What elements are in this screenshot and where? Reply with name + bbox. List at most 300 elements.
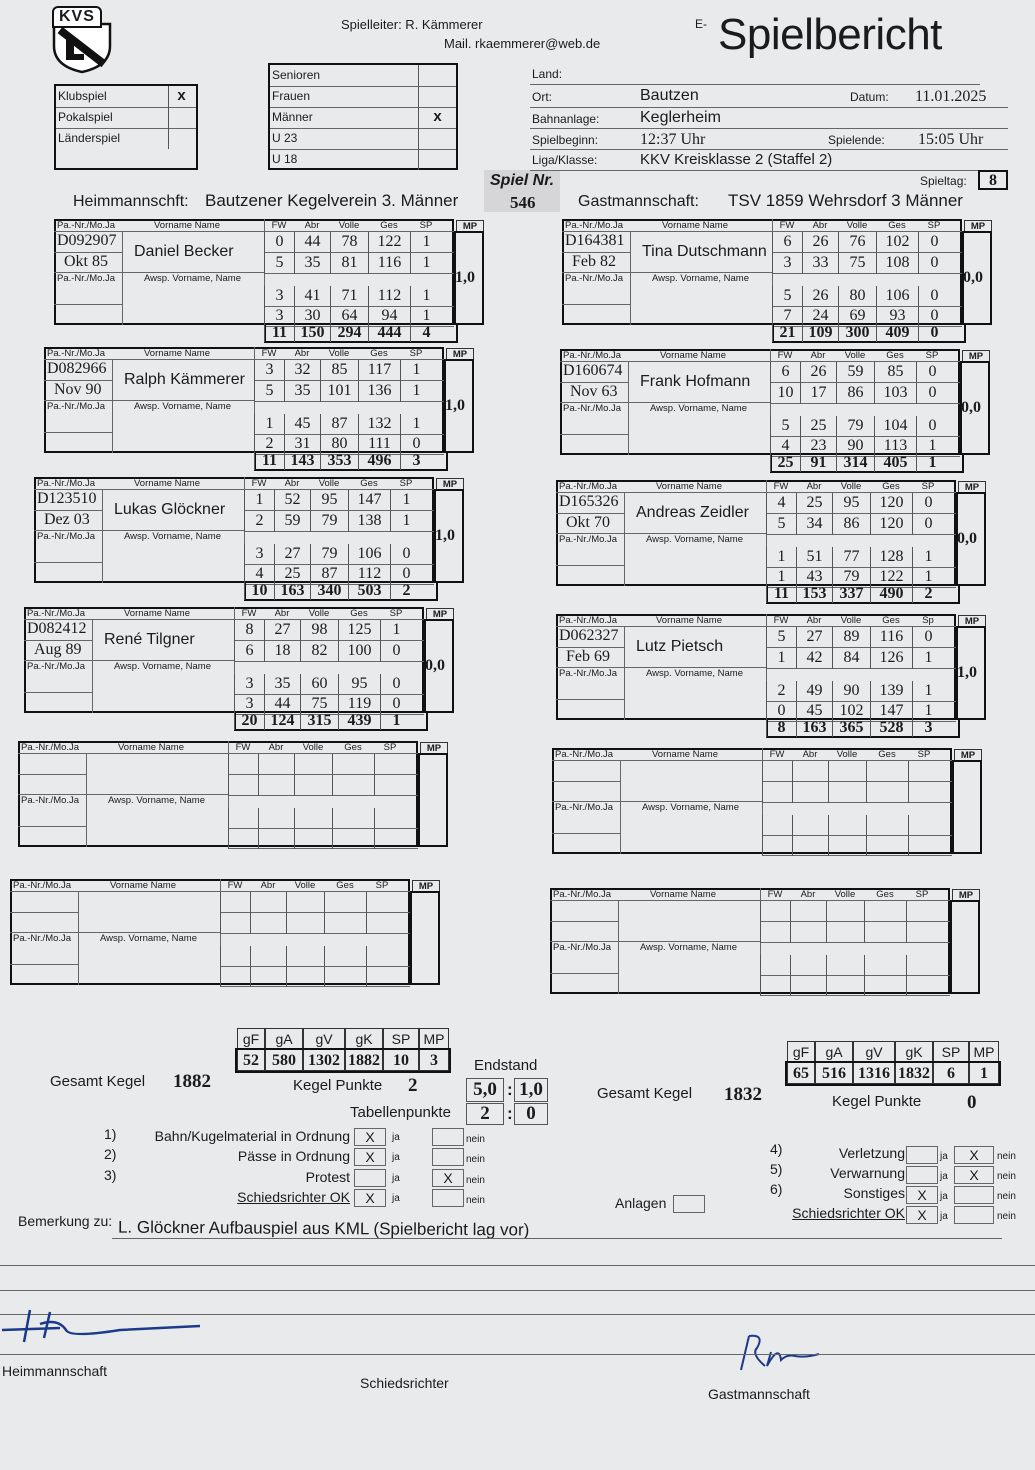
score-cell: 59 bbox=[274, 511, 310, 532]
score-cell bbox=[250, 892, 286, 913]
title-prefix: E- bbox=[695, 17, 707, 31]
logo-text: KVS bbox=[52, 6, 102, 28]
score-cell: 4 bbox=[766, 493, 796, 514]
col-header-sp: SP bbox=[419, 220, 433, 231]
col-header-ges: Ges bbox=[344, 742, 362, 753]
total-cell: 3 bbox=[400, 451, 432, 470]
score-cell: 3 bbox=[264, 306, 294, 327]
awsp-header: Awsp. Vorname, Name bbox=[646, 668, 743, 679]
score-cell: 5 bbox=[264, 253, 294, 274]
score-cell bbox=[250, 913, 286, 934]
category-checkbox[interactable] bbox=[418, 149, 456, 170]
score-cell bbox=[762, 761, 792, 782]
score-cell: 1 bbox=[410, 306, 442, 327]
category-checkbox[interactable] bbox=[418, 65, 456, 86]
mp-header: MP bbox=[412, 880, 440, 893]
guest-player-block bbox=[562, 219, 992, 342]
score-cell bbox=[828, 761, 866, 782]
pa-divider bbox=[102, 489, 103, 583]
check-number: 5) bbox=[770, 1161, 783, 1177]
guest-gesamt-value: 1832 bbox=[724, 1084, 762, 1105]
pa-rule bbox=[10, 912, 78, 913]
score-cell: 87 bbox=[320, 414, 358, 435]
col-header-ges: Ges bbox=[882, 481, 900, 492]
score-cell: 120 bbox=[870, 514, 912, 535]
score-cell bbox=[760, 975, 790, 996]
col-header-abr: Abr bbox=[810, 350, 826, 361]
name-header: Vorname Name bbox=[662, 220, 729, 231]
score-cell: 132 bbox=[358, 414, 400, 435]
score-cell: 1 bbox=[916, 436, 948, 457]
category-checkbox[interactable] bbox=[418, 86, 456, 107]
score-cell: 112 bbox=[348, 564, 390, 585]
pa-header: Pa.-Nr./Mo.Ja bbox=[47, 348, 106, 359]
pa-header-2: Pa.-Nr./Mo.Ja bbox=[47, 401, 106, 412]
home-sum-value: 10 bbox=[383, 1049, 419, 1071]
liga-value: KKV Kreisklasse 2 (Staffel 2) bbox=[640, 151, 833, 168]
check-ja-box[interactable] bbox=[354, 1169, 386, 1187]
tabellen-label: Tabellenpunkte bbox=[350, 1104, 451, 1121]
awsp-header: Awsp. Vorname, Name bbox=[144, 273, 241, 284]
game-type-checkbox[interactable] bbox=[168, 128, 194, 149]
score-cell: 0 bbox=[912, 493, 944, 514]
score-cell bbox=[792, 782, 828, 803]
score-cell: 0 bbox=[380, 694, 412, 715]
score-cell bbox=[258, 775, 294, 796]
score-cell: 1 bbox=[390, 490, 422, 511]
col-header-sp: SP bbox=[375, 880, 389, 891]
score-cell bbox=[906, 975, 938, 996]
check-nein-box[interactable] bbox=[432, 1189, 464, 1207]
score-cell: 89 bbox=[832, 627, 870, 648]
score-cell: 26 bbox=[802, 232, 838, 253]
score-cell: 25 bbox=[796, 493, 832, 514]
total-cell: 25 bbox=[770, 453, 800, 472]
check-nein-box[interactable] bbox=[432, 1128, 464, 1146]
score-cell: 120 bbox=[870, 493, 912, 514]
score-cell bbox=[790, 975, 826, 996]
score-cell: 0 bbox=[916, 383, 948, 404]
col-header-ges: Ges bbox=[886, 350, 904, 361]
check-number: 6) bbox=[770, 1181, 783, 1197]
total-cell: 153 bbox=[796, 584, 832, 603]
player-name: Ralph Kämmerer bbox=[124, 371, 245, 388]
category-label: U 23 bbox=[272, 131, 298, 145]
score-cell bbox=[866, 761, 908, 782]
pa-divider bbox=[620, 760, 621, 854]
check-ja-box[interactable] bbox=[906, 1146, 938, 1164]
beginn-label: Spielbeginn: bbox=[532, 133, 599, 147]
home-punkte-label: Kegel Punkte bbox=[293, 1077, 383, 1094]
col-header-fw: FW bbox=[779, 220, 795, 231]
category-checkbox[interactable] bbox=[418, 128, 456, 149]
check-ja-box[interactable]: X bbox=[906, 1206, 938, 1224]
score-cell: 0 bbox=[390, 544, 422, 565]
nein-label: nein bbox=[466, 1154, 485, 1165]
endstand-label: Endstand bbox=[474, 1057, 538, 1074]
nein-label: nein bbox=[997, 1151, 1016, 1162]
score-cell: 1 bbox=[912, 681, 944, 702]
col-header-volle: Volle bbox=[836, 749, 858, 760]
player-pass-number: D123510 bbox=[37, 490, 97, 507]
player-pass-number: D082412 bbox=[27, 620, 87, 637]
guest-player-block bbox=[560, 349, 990, 472]
score-cell bbox=[286, 966, 324, 987]
score-cell bbox=[228, 808, 258, 829]
name-header: Vorname Name bbox=[118, 742, 185, 753]
check-ja-box[interactable]: X bbox=[354, 1128, 386, 1146]
category-checkbox[interactable]: x bbox=[418, 107, 456, 128]
score-cell bbox=[792, 761, 828, 782]
score-cell: 3 bbox=[244, 544, 274, 565]
awsp-header: Awsp. Vorname, Name bbox=[108, 795, 205, 806]
col-header-ges: Ges bbox=[370, 348, 388, 359]
pa-divider bbox=[624, 492, 625, 586]
check-number: 3) bbox=[104, 1167, 117, 1183]
score-cell bbox=[220, 946, 250, 967]
home-team-name: Bautzener Kegelverein 3. Männer bbox=[205, 191, 459, 210]
total-cell: 337 bbox=[832, 584, 870, 603]
col-header-fw: FW bbox=[271, 220, 287, 231]
total-cell: 4 bbox=[410, 323, 442, 342]
score-cell: 128 bbox=[870, 547, 912, 568]
home-punkte-value: 2 bbox=[408, 1075, 418, 1096]
col-header-sp_guest4: Sp bbox=[922, 615, 934, 626]
score-cell: 86 bbox=[836, 383, 874, 404]
col-header-fw: FW bbox=[769, 749, 785, 760]
mp-box bbox=[952, 760, 982, 854]
category-label: U 18 bbox=[272, 152, 298, 166]
player-pass-number: D092907 bbox=[57, 232, 117, 249]
score-cell: 3 bbox=[264, 286, 294, 307]
pa-header: Pa.-Nr./Mo.Ja bbox=[559, 615, 618, 626]
score-cell: 101 bbox=[320, 381, 358, 402]
mp-header: MP bbox=[964, 220, 992, 233]
score-cell: 17 bbox=[800, 383, 836, 404]
score-cell bbox=[294, 775, 332, 796]
tabellen-guest: 0 bbox=[514, 1103, 548, 1125]
mp-box bbox=[950, 900, 980, 994]
mp-value: 0,0 bbox=[957, 530, 977, 547]
pa-divider bbox=[92, 619, 93, 713]
check-label: Schiedsrichter OK bbox=[237, 1189, 350, 1205]
score-cell: 100 bbox=[338, 641, 380, 662]
total-cell: 91 bbox=[800, 453, 836, 472]
guest-sum-value: 1 bbox=[969, 1062, 999, 1084]
check-ja-box[interactable]: X bbox=[906, 1186, 938, 1204]
score-cell bbox=[792, 835, 828, 856]
col-header-abr: Abr bbox=[806, 615, 822, 626]
score-cell: 85 bbox=[320, 360, 358, 381]
total-cell: 444 bbox=[368, 323, 410, 342]
pa-header: Pa.-Nr./Mo.Ja bbox=[37, 478, 96, 489]
col-header-sp: SP bbox=[409, 348, 423, 359]
guest-sum-frame bbox=[785, 1061, 1001, 1086]
score-cell: 1 bbox=[380, 620, 412, 641]
check-ja-box[interactable]: X bbox=[354, 1189, 386, 1207]
nein-label: nein bbox=[466, 1175, 485, 1186]
check-nein-box[interactable] bbox=[954, 1206, 994, 1224]
bemerkung-label: Bemerkung zu: bbox=[18, 1213, 113, 1229]
score-cell bbox=[792, 815, 828, 836]
ende-label: Spielende: bbox=[828, 133, 885, 147]
check-label: Schiedsrichter OK bbox=[792, 1205, 905, 1221]
score-cell: 116 bbox=[870, 627, 912, 648]
mp-header: MP bbox=[954, 749, 982, 762]
score-cell bbox=[760, 901, 790, 922]
check-ja-box[interactable] bbox=[906, 1166, 938, 1184]
score-cell: 24 bbox=[802, 306, 838, 327]
nein-label: nein bbox=[997, 1191, 1016, 1202]
mp-header: MP bbox=[420, 742, 448, 755]
check-nein-box[interactable]: X bbox=[954, 1146, 994, 1164]
pa-header: Pa.-Nr./Mo.Ja bbox=[27, 608, 86, 619]
awsp-header: Awsp. Vorname, Name bbox=[100, 933, 197, 944]
name-header: Vorname Name bbox=[134, 478, 201, 489]
score-cell: 1 bbox=[400, 414, 432, 435]
bemerkung-text: L. Glöckner Aufbauspiel aus KML (Spielbericht lag vor) bbox=[117, 1217, 530, 1240]
score-cell: 34 bbox=[796, 514, 832, 535]
home-sum-value: 52 bbox=[237, 1049, 265, 1071]
score-cell: 125 bbox=[338, 620, 380, 641]
col-header-volle: Volle bbox=[834, 889, 856, 900]
spielleiter-line: Spielleiter: R. Kämmerer bbox=[341, 17, 483, 32]
total-cell: 0 bbox=[918, 323, 950, 342]
tabellen-home: 2 bbox=[466, 1103, 504, 1125]
player-pass-number: D062327 bbox=[559, 627, 619, 644]
score-cell: 75 bbox=[838, 253, 876, 274]
check-label: Pässe in Ordnung bbox=[237, 1148, 350, 1164]
score-cell bbox=[762, 835, 792, 856]
player-birth-date: Okt 85 bbox=[64, 253, 108, 270]
check-number: 1) bbox=[104, 1126, 117, 1142]
name-header: Vorname Name bbox=[656, 481, 723, 492]
score-cell bbox=[828, 782, 866, 803]
score-cell: 95 bbox=[338, 674, 380, 695]
ort-label: Ort: bbox=[532, 90, 552, 104]
score-cell: 1 bbox=[410, 253, 442, 274]
score-cell: 122 bbox=[870, 567, 912, 588]
score-cell: 0 bbox=[380, 674, 412, 695]
col-header-abr: Abr bbox=[806, 481, 822, 492]
score-cell: 79 bbox=[310, 544, 348, 565]
check-nein-box[interactable]: X bbox=[954, 1166, 994, 1184]
score-cell: 27 bbox=[264, 620, 300, 641]
pa-header: Pa.-Nr./Mo.Ja bbox=[565, 220, 624, 231]
total-cell: 11 bbox=[766, 584, 796, 603]
total-cell: 405 bbox=[874, 453, 916, 472]
mp-value: 1,0 bbox=[435, 527, 455, 544]
score-cell: 1 bbox=[390, 511, 422, 532]
home-sum-header: gF bbox=[237, 1028, 265, 1049]
col-header-abr: Abr bbox=[800, 889, 816, 900]
check-nein-box[interactable] bbox=[432, 1148, 464, 1166]
name-header: Vorname Name bbox=[154, 220, 221, 231]
score-cell: 111 bbox=[358, 434, 400, 455]
score-cell bbox=[864, 901, 906, 922]
total-cell: 21 bbox=[772, 323, 802, 342]
mp-header: MP bbox=[952, 889, 980, 902]
score-cell: 3 bbox=[772, 253, 802, 274]
liga-label: Liga/Klasse: bbox=[532, 153, 598, 167]
score-cell: 95 bbox=[310, 490, 348, 511]
col-header-sp: SP bbox=[921, 481, 935, 492]
pa-divider bbox=[112, 359, 113, 453]
col-header-ges: Ges bbox=[350, 608, 368, 619]
ja-label: ja bbox=[392, 1173, 400, 1184]
score-cell bbox=[826, 975, 864, 996]
col-header-volle: Volle bbox=[328, 348, 350, 359]
col-header-ges: Ges bbox=[878, 749, 896, 760]
score-cell: 79 bbox=[836, 416, 874, 437]
col-header-sp: SP bbox=[917, 749, 931, 760]
bahn-value: Keglerheim bbox=[640, 109, 721, 126]
score-cell: 90 bbox=[832, 681, 870, 702]
pa-header: Pa.-Nr./Mo.Ja bbox=[21, 742, 80, 753]
total-cell: 2 bbox=[912, 584, 944, 603]
score-cell bbox=[906, 901, 938, 922]
player-pass-number: D160674 bbox=[563, 362, 623, 379]
col-header-fw: FW bbox=[767, 889, 783, 900]
col-header-fw: FW bbox=[227, 880, 243, 891]
anlagen-box[interactable] bbox=[673, 1195, 705, 1213]
total-cell: 1 bbox=[380, 711, 412, 730]
pa-divider bbox=[86, 753, 87, 847]
score-cell bbox=[828, 835, 866, 856]
total-cell: 143 bbox=[284, 451, 320, 470]
pa-header: Pa.-Nr./Mo.Ja bbox=[553, 889, 612, 900]
score-cell bbox=[760, 955, 790, 976]
score-cell bbox=[294, 808, 332, 829]
score-cell: 3 bbox=[234, 694, 264, 715]
col-header-sp: SP bbox=[389, 608, 403, 619]
ja-label: ja bbox=[940, 1211, 948, 1222]
score-cell bbox=[906, 955, 938, 976]
awsp-header: Awsp. Vorname, Name bbox=[642, 802, 739, 813]
score-cell bbox=[826, 901, 864, 922]
score-cell bbox=[760, 922, 790, 943]
col-header-fw: FW bbox=[251, 478, 267, 489]
score-cell: 78 bbox=[330, 232, 368, 253]
score-cell: 108 bbox=[876, 253, 918, 274]
awsp-header: Awsp. Vorname, Name bbox=[114, 661, 211, 672]
check-number: 2) bbox=[104, 1146, 117, 1162]
score-cell: 90 bbox=[836, 436, 874, 457]
score-cell: 85 bbox=[874, 362, 916, 383]
ja-label: ja bbox=[392, 1152, 400, 1163]
score-cell: 126 bbox=[870, 648, 912, 669]
check-number: 4) bbox=[770, 1141, 783, 1157]
score-cell: 45 bbox=[796, 701, 832, 722]
game-type-checkbox[interactable]: x bbox=[168, 86, 194, 107]
category-label: Männer bbox=[272, 110, 313, 124]
score-cell: 80 bbox=[320, 434, 358, 455]
pa-divider bbox=[630, 231, 631, 325]
check-ja-box[interactable]: X bbox=[354, 1148, 386, 1166]
home-sum-value: 1882 bbox=[345, 1049, 383, 1071]
guest-gesamt-label: Gesamt Kegel bbox=[597, 1085, 693, 1102]
score-cell bbox=[258, 828, 294, 849]
col-header-volle: Volle bbox=[302, 742, 324, 753]
check-nein-box[interactable] bbox=[954, 1186, 994, 1204]
check-nein-box[interactable]: X bbox=[432, 1169, 464, 1187]
check-label: Verletzung bbox=[838, 1145, 905, 1161]
player-name: Lutz Pietsch bbox=[636, 638, 724, 655]
pa-header-2: Pa.-Nr./Mo.Ja bbox=[57, 273, 116, 284]
col-header-volle: Volle bbox=[840, 481, 862, 492]
name-header: Vorname Name bbox=[652, 749, 719, 760]
pa-rule bbox=[560, 434, 628, 435]
score-cell bbox=[324, 966, 366, 987]
name-header: Vorname Name bbox=[656, 615, 723, 626]
score-cell bbox=[908, 815, 940, 836]
home-player-block bbox=[54, 219, 484, 342]
score-cell: 5 bbox=[770, 416, 800, 437]
guest-player-block bbox=[556, 614, 986, 737]
awsp-header: Awsp. Vorname, Name bbox=[650, 403, 747, 414]
awsp-header: Awsp. Vorname, Name bbox=[134, 401, 231, 412]
player-name: Frank Hofmann bbox=[640, 373, 751, 390]
game-type-checkbox[interactable] bbox=[168, 107, 194, 128]
sign-ref-label: Schiedsrichter bbox=[360, 1375, 449, 1391]
mp-value: 0,0 bbox=[963, 269, 983, 286]
anlagen-label: Anlagen bbox=[615, 1195, 667, 1211]
score-cell bbox=[228, 828, 258, 849]
mp-value: 1,0 bbox=[957, 664, 977, 681]
score-cell: 80 bbox=[838, 286, 876, 307]
total-cell: 496 bbox=[358, 451, 400, 470]
guest-sum-header: SP bbox=[933, 1041, 969, 1062]
mp-box bbox=[410, 891, 440, 985]
score-cell: 79 bbox=[832, 567, 870, 588]
col-header-fw: FW bbox=[235, 742, 251, 753]
score-cell bbox=[220, 892, 250, 913]
pa-header: Pa.-Nr./Mo.Ja bbox=[555, 749, 614, 760]
score-cell bbox=[332, 808, 374, 829]
score-cell: 0 bbox=[766, 701, 796, 722]
score-cell: 31 bbox=[284, 434, 320, 455]
pa-header-2: Pa.-Nr./Mo.Ja bbox=[559, 534, 618, 545]
check-label: Bahn/Kugelmaterial in Ordnung bbox=[154, 1128, 350, 1144]
home-player-block bbox=[44, 347, 474, 470]
score-cell: 6 bbox=[772, 232, 802, 253]
score-cell: 81 bbox=[330, 253, 368, 274]
score-cell: 1 bbox=[912, 701, 944, 722]
home-player-block bbox=[18, 741, 448, 864]
score-cell: 27 bbox=[796, 627, 832, 648]
total-cell: 1 bbox=[916, 453, 948, 472]
beginn-value: 12:37 Uhr bbox=[640, 131, 706, 148]
guest-player-block bbox=[552, 748, 982, 871]
score-cell: 49 bbox=[796, 681, 832, 702]
player-pass-number: D082966 bbox=[47, 360, 107, 377]
score-cell: 6 bbox=[234, 641, 264, 662]
col-header-abr: Abr bbox=[274, 608, 290, 619]
score-cell bbox=[294, 828, 332, 849]
score-cell: 138 bbox=[348, 511, 390, 532]
nein-label: nein bbox=[997, 1211, 1016, 1222]
home-signature bbox=[0, 1300, 210, 1355]
score-cell: 25 bbox=[274, 564, 310, 585]
score-cell bbox=[366, 946, 398, 967]
score-cell bbox=[332, 754, 374, 775]
pa-divider bbox=[122, 231, 123, 325]
pa-header: Pa.-Nr./Mo.Ja bbox=[57, 220, 116, 231]
score-cell bbox=[864, 975, 906, 996]
nein-label: nein bbox=[997, 1171, 1016, 1182]
score-cell: 43 bbox=[796, 567, 832, 588]
total-cell: 124 bbox=[264, 711, 300, 730]
